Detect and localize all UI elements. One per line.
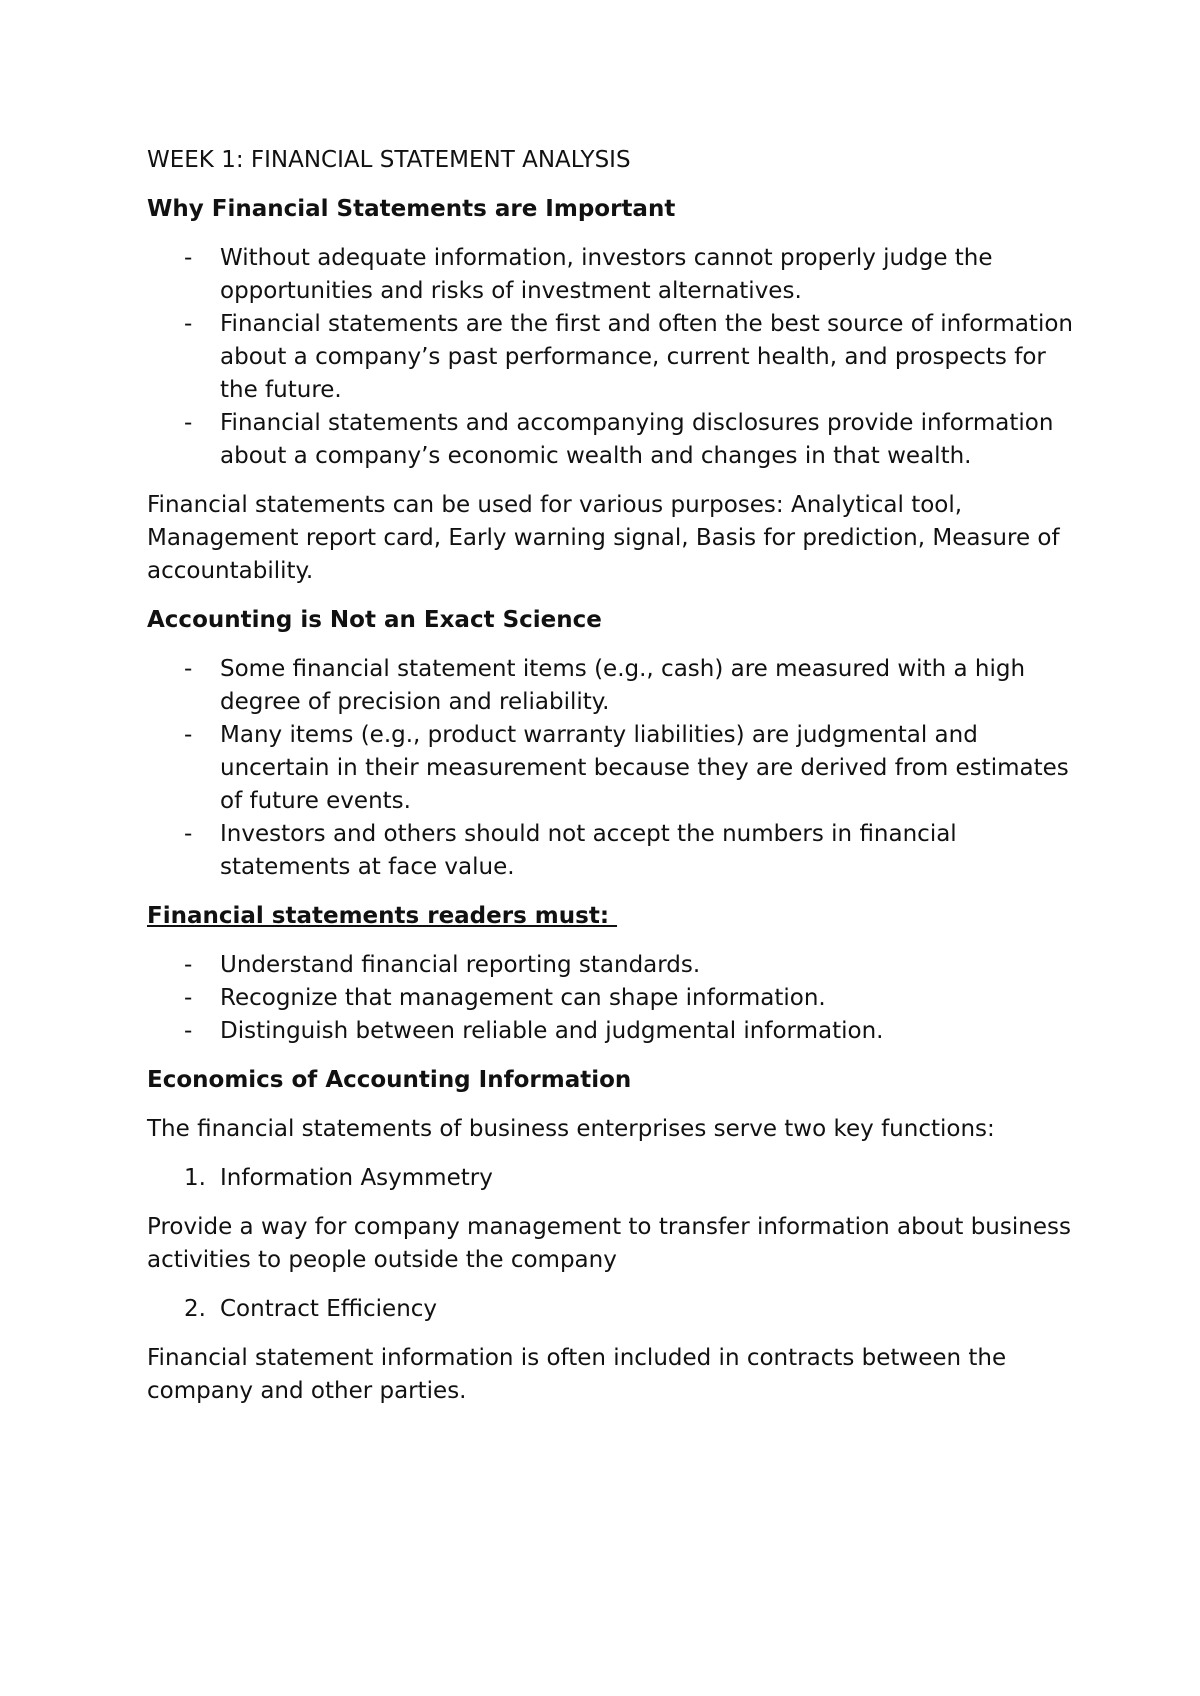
bullet-dash: - xyxy=(184,821,193,847)
list-item xyxy=(147,949,1080,982)
contract-efficiency-description: Financial statement information is often included in contracts between the company and other parties. xyxy=(147,1345,1007,1404)
list-item xyxy=(147,308,1080,407)
bullet-list-not-exact-science xyxy=(147,653,1080,884)
list-item xyxy=(147,719,1080,818)
document-title: WEEK 1: FINANCIAL STATEMENT ANALYSIS xyxy=(147,147,631,173)
bullet-dash: - xyxy=(184,1018,193,1044)
purposes-paragraph: Financial statements can be used for various purposes: Analytical tool, Management report card, Early warning signal, Basis for prediction, Measure of accountability. xyxy=(147,492,1060,584)
list-item-text: Recognize that management can shape information. xyxy=(220,985,826,1011)
list-item-text: Financial statements and accompanying disclosures provide information about a company’s economic wealth and changes in that wealth. xyxy=(220,410,1054,469)
bullet-dash: - xyxy=(184,311,193,337)
section-heading-readers-must: Financial statements readers must: xyxy=(147,903,618,929)
numbered-item-contract-efficiency xyxy=(147,1293,1080,1326)
section-heading-not-exact-science: Accounting is Not an Exact Science xyxy=(147,607,602,633)
bullet-list-readers-must xyxy=(147,949,1080,1048)
list-item-text: Understand financial reporting standards. xyxy=(220,952,701,978)
section-heading-why-important: Why Financial Statements are Important xyxy=(147,196,676,222)
item-label: Contract Efficiency xyxy=(220,1296,438,1322)
numbered-item-information-asymmetry xyxy=(147,1162,1080,1195)
list-item-text: Without adequate information, investors cannot properly judge the opportunities and risks of investment alternatives. xyxy=(220,245,993,304)
economics-intro: The financial statements of business enterprises serve two key functions: xyxy=(147,1116,995,1142)
bullet-dash: - xyxy=(184,245,193,271)
list-item xyxy=(147,653,1080,719)
list-item xyxy=(147,982,1080,1015)
bullet-dash: - xyxy=(184,410,193,436)
list-item-text: Distinguish between reliable and judgmental information. xyxy=(220,1018,884,1044)
list-item-text: Many items (e.g., product warranty liabilities) are judgmental and uncertain in their measurement because they are derived from estimates of future events. xyxy=(220,722,1069,814)
bullet-list-why-important xyxy=(147,242,1080,473)
item-label: Information Asymmetry xyxy=(220,1165,493,1191)
list-item-text: Some financial statement items (e.g., cash) are measured with a high degree of precision and reliability. xyxy=(220,656,1026,715)
list-item-text: Investors and others should not accept the numbers in financial statements at face value. xyxy=(220,821,957,880)
list-item-text: Financial statements are the first and often the best source of information about a company’s past performance, current health, and prospects for the future. xyxy=(220,311,1073,403)
section-heading-economics: Economics of Accounting Information xyxy=(147,1067,632,1093)
item-number: 2. xyxy=(184,1296,206,1322)
bullet-dash: - xyxy=(184,656,193,682)
bullet-dash: - xyxy=(184,985,193,1011)
list-item xyxy=(147,242,1080,308)
bullet-dash: - xyxy=(184,952,193,978)
bullet-dash: - xyxy=(184,722,193,748)
list-item xyxy=(147,818,1080,884)
list-item xyxy=(147,407,1080,473)
list-item xyxy=(147,1015,1080,1048)
item-number: 1. xyxy=(184,1165,206,1191)
information-asymmetry-description: Provide a way for company management to transfer information about business activities to people outside the company xyxy=(147,1214,1071,1273)
